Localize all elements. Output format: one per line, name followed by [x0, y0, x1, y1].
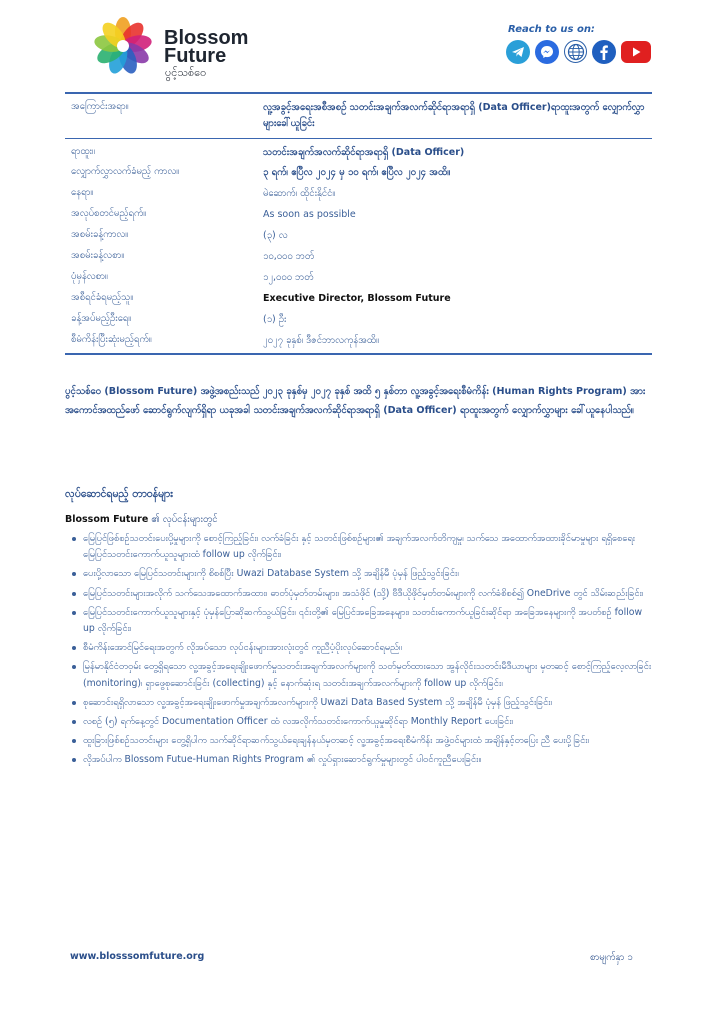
- list-item: မြေပြင်သတင်းကောက်ယူသူများနှင့် ပုံမှန်ပြောဆိုဆက်သွယ်ခြင်း၊ ၎င်းတို့၏ မြေပြင်အခြေအနေများ၊ သတင်းကောက်ယူခြင်းဆိုင်ရာ အခြေအနေများကို အပတ်စဉ် follow up လိုက်ခြင်း၊: [65, 605, 655, 637]
- list-item: မြန်မာနိုင်ငံတဝှမ်း တွေ့ရှိရသော လူ့အခွင့်အရေးချိုးဖောက်မှုသတင်းအချက်အလက်များကို သတ်မှတ်ထားသော အွန်လိုင်းသတင်းမီဒီယာများ မှတဆင့် စောင့်ကြည့်လေ့လာခြင်း (monitoring)၊ ရှာဖွေစုဆောင်းခြင်း (collecting) နှင့် နောက်ဆုံးရ သတင်းအချက်အလက်များကို follow up လိုက်ခြင်း၊: [65, 659, 655, 691]
- website-globe-icon[interactable]: [564, 40, 587, 63]
- info-value: Executive Director, Blossom Future: [263, 293, 451, 304]
- info-label: နေရာ။: [71, 187, 94, 198]
- footer-page-number: စာမျက်နှာ ၁: [590, 952, 633, 963]
- info-label: ရာထူး။: [71, 146, 95, 157]
- info-value: လူ့အခွင့်အရေးအစီအစဉ် သတင်းအချက်အလက်ဆိုင်ရာအရာရှိ (Data Officer)ရာထူးအတွက် လျှောက်လွှာများခေါ်ယူခြင်း: [263, 102, 645, 129]
- list-item: ပေးပို့လာသော မြေပြင်သတင်းများကို စိစစ်ပြီး Uwazi Database System သို့ အချိန်မီ ပုံမှန် ဖြည့်သွင်းခြင်း၊: [65, 566, 655, 582]
- list-item: လိုအပ်ပါက Blossom Futue-Human Rights Program ၏ လှုပ်ရှားဆောင်ရွက်မှုများတွင် ပါဝင်ကူညီပေးခြင်း။: [65, 752, 655, 768]
- logo-line-3: ပွင့်သစ်ဝေ: [165, 66, 207, 79]
- info-label: အစမ်းခန့်ကာလ။: [71, 229, 129, 240]
- info-value: (၁) ဦး: [263, 314, 287, 325]
- list-item: မြေပြင်သတင်းများအလိုက် သက်သေအထောက်အထား၊ ဓာတ်ပုံမှတ်တမ်းများ၊ အသံဖိုင် (သို့) ဗီဒီယိုဖိုင်မှတ်တမ်းများကို လက်ခံစိစစ်၍ OneDrive တွင် သိမ်းဆည်းခြင်း၊: [65, 586, 655, 602]
- info-value: မဲဆောက်၊ ထိုင်းနိုင်ငံ။: [263, 188, 336, 199]
- org-suffix: ၏ လုပ်ငန်းများတွင်: [148, 514, 218, 525]
- info-value: ၃ ရက်၊ ဧပြီလ ၂၀၂၄ မှ ၁၀ ရက်၊ ဧပြီလ ၂၀၂၄ အထိ။: [263, 167, 451, 178]
- info-value: ၁၂,၀၀၀ ဘတ်: [263, 272, 314, 283]
- info-label: စီမံကိန်းပြီးဆုံးမည့်ရက်။: [71, 334, 152, 345]
- social-links: [506, 40, 651, 66]
- list-item: စုဆောင်းရရှိလာသော လူ့အခွင့်အရေးချိုးဖောက်မှုအချက်အလက်များကို Uwazi Data Based System သို့ အချိန်မီ ပုံမှန် ဖြည့်သွင်းခြင်း၊: [65, 695, 655, 711]
- logo-line-1: Blossom: [164, 27, 249, 49]
- list-item: ထူးခြားဖြစ်စဉ်သတင်းများ တွေ့ရှိပါက သက်ဆိုင်ရာဆက်သွယ်ရေးချန်နယ်မှတဆင့် လူ့အခွင့်အရေးစီမံကိန်း အဖွဲ့ဝင်များထံ အချိန်နှင့်တပြေး ညီ ပေးပို့ခြင်း၊: [65, 733, 655, 749]
- info-label: အစီရင်ခံရမည့်သူ။: [71, 292, 134, 303]
- messenger-icon[interactable]: [535, 40, 559, 64]
- info-value: As soon as possible: [263, 209, 356, 220]
- duties-org-line: [65, 513, 217, 527]
- info-label: ခန့်အပ်မည့်ဦးရေ။: [71, 313, 132, 324]
- logo-line-2: Future: [164, 45, 227, 67]
- info-label: အလုပ်စတင်မည့်ရက်။: [71, 208, 147, 219]
- info-value: ၂၀၂၇ ခုနှစ်၊ ဒီဇင်ဘာလကုန်အထိ။: [263, 335, 379, 346]
- duties-heading: လုပ်ဆောင်ရမည့် တာဝန်များ: [65, 488, 173, 500]
- list-item: လစဉ် (၅) ရက်နေ့တွင် Documentation Officer ထံ လအလိုက်သတင်းကောက်ယူမှုဆိုင်ရာ Monthly Report ပေးခြင်း၊: [65, 714, 655, 730]
- info-label: လျှောက်လွှာလက်ခံမည့် ကာလ။: [71, 166, 180, 177]
- intro-paragraph: ပွင့်သစ်ဝေ (Blossom Future) အဖွဲ့အစည်းသည် ၂၀၂၃ ခုနှစ်မှ ၂၀၂၇ ခုနှစ် အထိ ၅ နှစ်တာ လူ့အခွင့်အရေးစီမံကိန်း (Human Rights Program) အား အကောင်အထည်ဖော် ဆောင်ရွက်လျက်ရှိရာ ယခုအခါ သတင်းအချက်အလက်ဆိုင်ရာအရာရှိ (Data Officer) ရာထူးအတွက် လျှောက်လွှာများ ခေါ်ယူနေပါသည်။: [65, 386, 646, 416]
- org-name: Blossom Future: [65, 514, 149, 525]
- duties-list: [65, 531, 655, 772]
- info-label: အကြောင်းအရာ။: [71, 101, 129, 112]
- list-item: စီမံကိန်းအောင်မြင်ရေးအတွက် လိုအပ်သော လုပ်ငန်းများအားလုံးတွင် ကူညီပံ့ပိုးလုပ်ဆောင်ရမည်။: [65, 640, 655, 656]
- info-value: ၁၀,၀၀၀ ဘတ်: [263, 251, 315, 262]
- info-value: သတင်းအချက်အလက်ဆိုင်ရာအရာရှိ (Data Officer): [263, 147, 465, 158]
- brand-logo[interactable]: [88, 10, 268, 82]
- footer-website-link[interactable]: www.blosssomfuture.org: [70, 951, 205, 962]
- table-bottom-rule: [65, 353, 652, 355]
- info-label: ပုံမှန်လစာ။: [71, 271, 108, 282]
- info-value: (၃) လ: [263, 230, 288, 241]
- info-label: အစမ်းခန့်လစာ။: [71, 250, 125, 261]
- table-top-rule: [65, 92, 652, 94]
- list-item: မြေပြင်ဖြစ်စဉ်သတင်းပေးပို့မှုများကို စောင့်ကြည့်ခြင်း၊ လက်ခံခြင်း နှင့် သတင်းဖြစ်စဉ်များ၏ အချက်အလက်တိကျမှု၊ သက်သေ အထောက်အထားခိုင်မာမှုများ ရရှိစေရေး မြေပြင်သတင်းကောက်ယူသူများထံ follow up လိုက်ခြင်း၊: [65, 531, 655, 563]
- youtube-icon[interactable]: [621, 41, 651, 63]
- facebook-icon[interactable]: [592, 40, 616, 64]
- flower-logo-icon: [88, 10, 158, 80]
- reach-label: Reach to us on:: [508, 24, 595, 35]
- telegram-icon[interactable]: [506, 40, 530, 64]
- table-divider-1: [65, 138, 652, 139]
